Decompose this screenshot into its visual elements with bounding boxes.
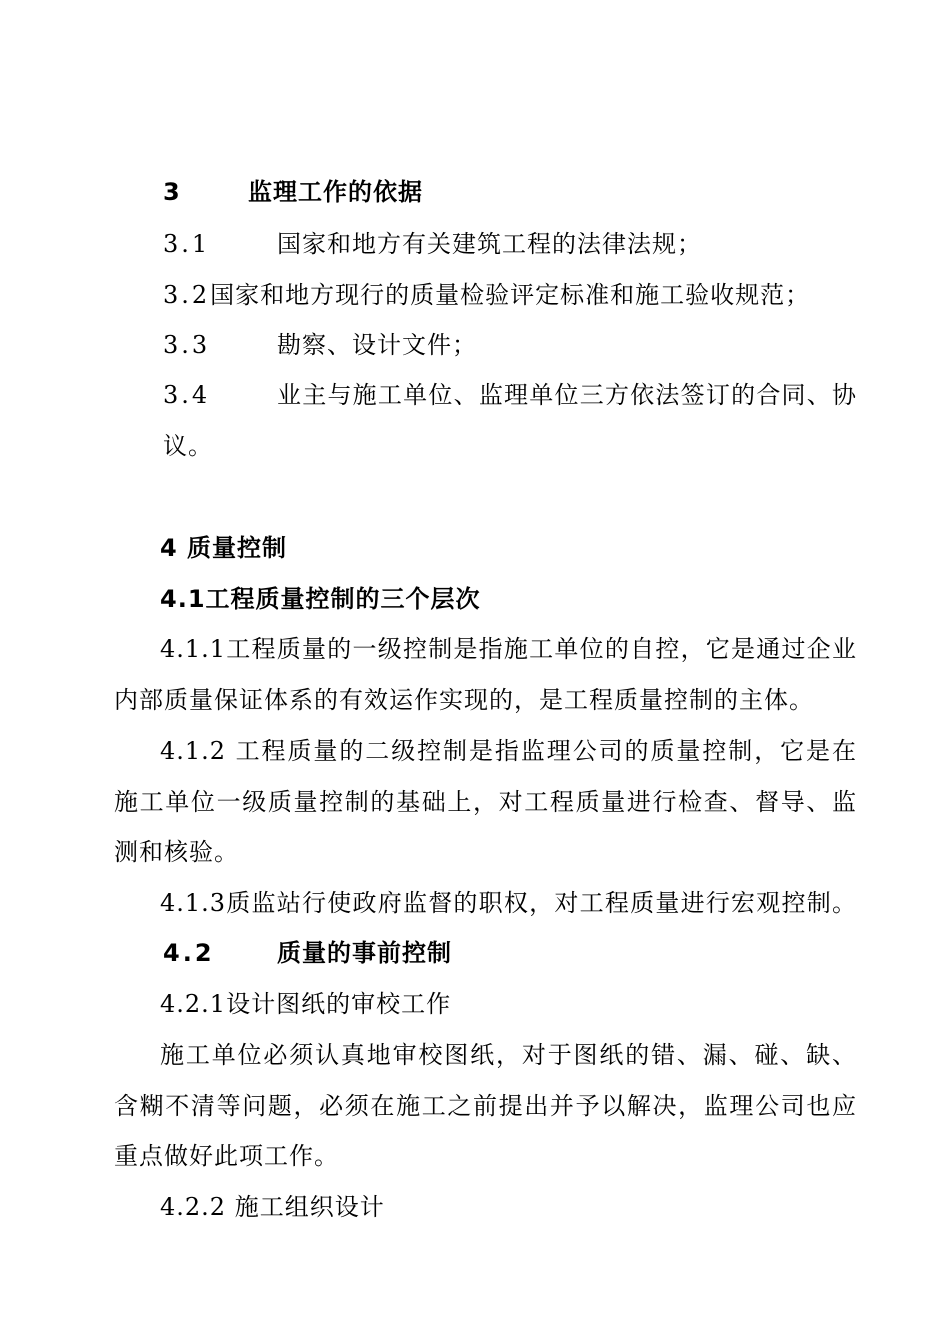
paragraph-4-2-1-line-2: 含糊不清等问题，必须在施工之前提出并予以解决，监理公司也应 — [114, 1092, 857, 1120]
section-4-2-number: 4.2 — [163, 939, 215, 967]
paragraph-4-1-2-line-1: 4.1.2 工程质量的二级控制是指监理公司的质量控制，它是在 — [160, 737, 857, 765]
paragraph-4-1-2-line-3: 测和核验。 — [114, 838, 239, 866]
item-3-4-number: 3.4 — [163, 381, 211, 409]
paragraph-4-1-1-line-1: 4.1.1工程质量的一级控制是指施工单位的自控，它是通过企业 — [160, 635, 857, 663]
paragraph-4-2-1-line-3: 重点做好此项工作。 — [114, 1142, 339, 1170]
item-3-2: 3.2国家和地方现行的质量检验评定标准和施工验收规范； — [163, 281, 811, 309]
section-4-heading: 4 质量控制 — [160, 534, 288, 562]
paragraph-4-1-1-line-2: 内部质量保证体系的有效运作实现的，是工程质量控制的主体。 — [114, 686, 814, 714]
item-3-3-text: 勘察、设计文件； — [277, 331, 477, 359]
section-4-2-1-heading: 4.2.1设计图纸的审校工作 — [160, 990, 452, 1018]
item-3-1-number: 3.1 — [163, 230, 211, 258]
section-4-2-2-heading: 4.2.2 施工组织设计 — [160, 1193, 385, 1221]
item-3-3-number: 3.3 — [163, 331, 211, 359]
item-3-4-text: 业主与施工单位、监理单位三方依法签订的合同、协 — [277, 381, 857, 409]
section-3-number: 3 — [163, 178, 181, 206]
paragraph-4-1-3: 4.1.3质监站行使政府监督的职权，对工程质量进行宏观控制。 — [160, 889, 857, 917]
paragraph-4-2-1-line-1: 施工单位必须认真地审校图纸，对于图纸的错、漏、碰、缺、 — [160, 1041, 857, 1069]
item-3-4-continuation: 议。 — [163, 432, 213, 460]
section-4-1-heading: 4.1工程质量控制的三个层次 — [160, 585, 481, 613]
item-3-1-text: 国家和地方有关建筑工程的法律法规； — [277, 230, 702, 258]
paragraph-4-1-2-line-2: 施工单位一级质量控制的基础上，对工程质量进行检查、督导、监 — [114, 788, 857, 816]
section-4-2-title: 质量的事前控制 — [277, 939, 452, 967]
section-3-title: 监理工作的依据 — [248, 178, 423, 206]
